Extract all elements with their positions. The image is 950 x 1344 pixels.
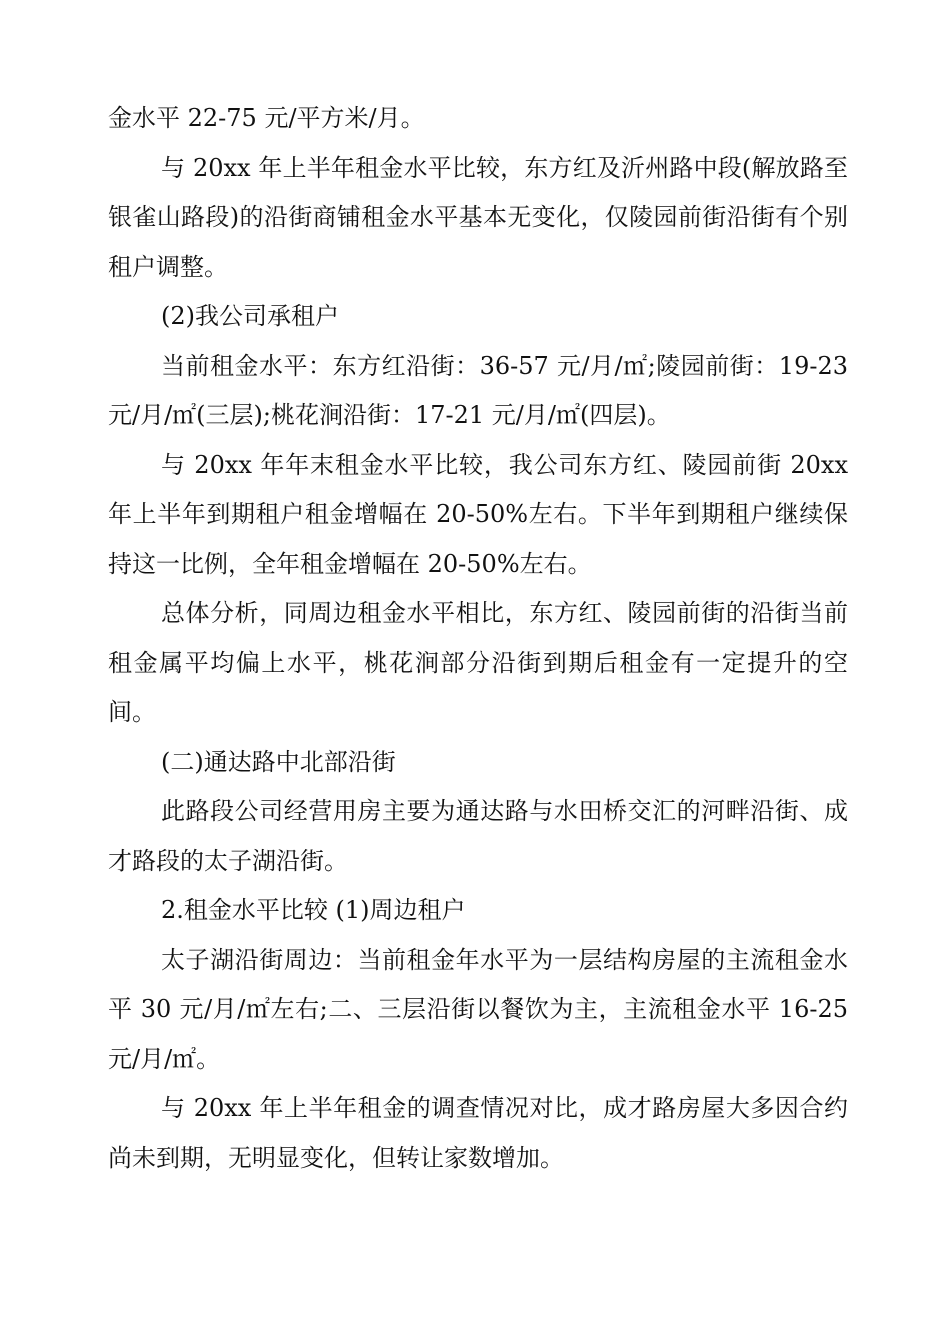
paragraph-4: 当前租金水平：东方红沿街：36-57 元/月/㎡;陵园前街：19-23 元/月/㎡(三层);桃花涧沿街：17-21 元/月/㎡(四层)。 <box>108 351 848 429</box>
paragraph-1: 金水平 22-75 元/平方米/月。 <box>108 104 425 132</box>
paragraph-9: 2.租金水平比较 (1)周边租户 <box>161 896 466 924</box>
paragraph-3: (2)我公司承租户 <box>161 302 339 330</box>
paragraph-10: 太子湖沿街周边：当前租金年水平为一层结构房屋的主流租金水平 30 元/月/㎡左右;二、三层沿街以餐饮为主，主流租金水平 16-25 元/月/㎡。 <box>108 945 848 1073</box>
paragraph-2: 与 20xx 年上半年租金水平比较，东方红及沂州路中段(解放路至银雀山路段)的沿街商铺租金水平基本无变化，仅陵园前街沿街有个别租户调整。 <box>108 153 848 281</box>
paragraph-11: 与 20xx 年上半年租金的调查情况对比，成才路房屋大多因合约尚未到期，无明显变化，但转让家数增加。 <box>108 1094 848 1172</box>
paragraph-5: 与 20xx 年年末租金水平比较，我公司东方红、陵园前街 20xx 年上半年到期租户租金增幅在 20-50%左右。下半年到期租户继续保持这一比例，全年租金增幅在 20-50%左右。 <box>108 450 848 578</box>
document-body <box>108 94 848 1183</box>
paragraph-6: 总体分析，同周边租金水平相比，东方红、陵园前街的沿街当前租金属平均偏上水平，桃花涧部分沿街到期后租金有一定提升的空间。 <box>108 599 848 726</box>
paragraph-7: (二)通达路中北部沿街 <box>161 747 396 776</box>
paragraph-8: 此路段公司经营用房主要为通达路与水田桥交汇的河畔沿街、成才路段的太子湖沿街。 <box>108 797 848 875</box>
